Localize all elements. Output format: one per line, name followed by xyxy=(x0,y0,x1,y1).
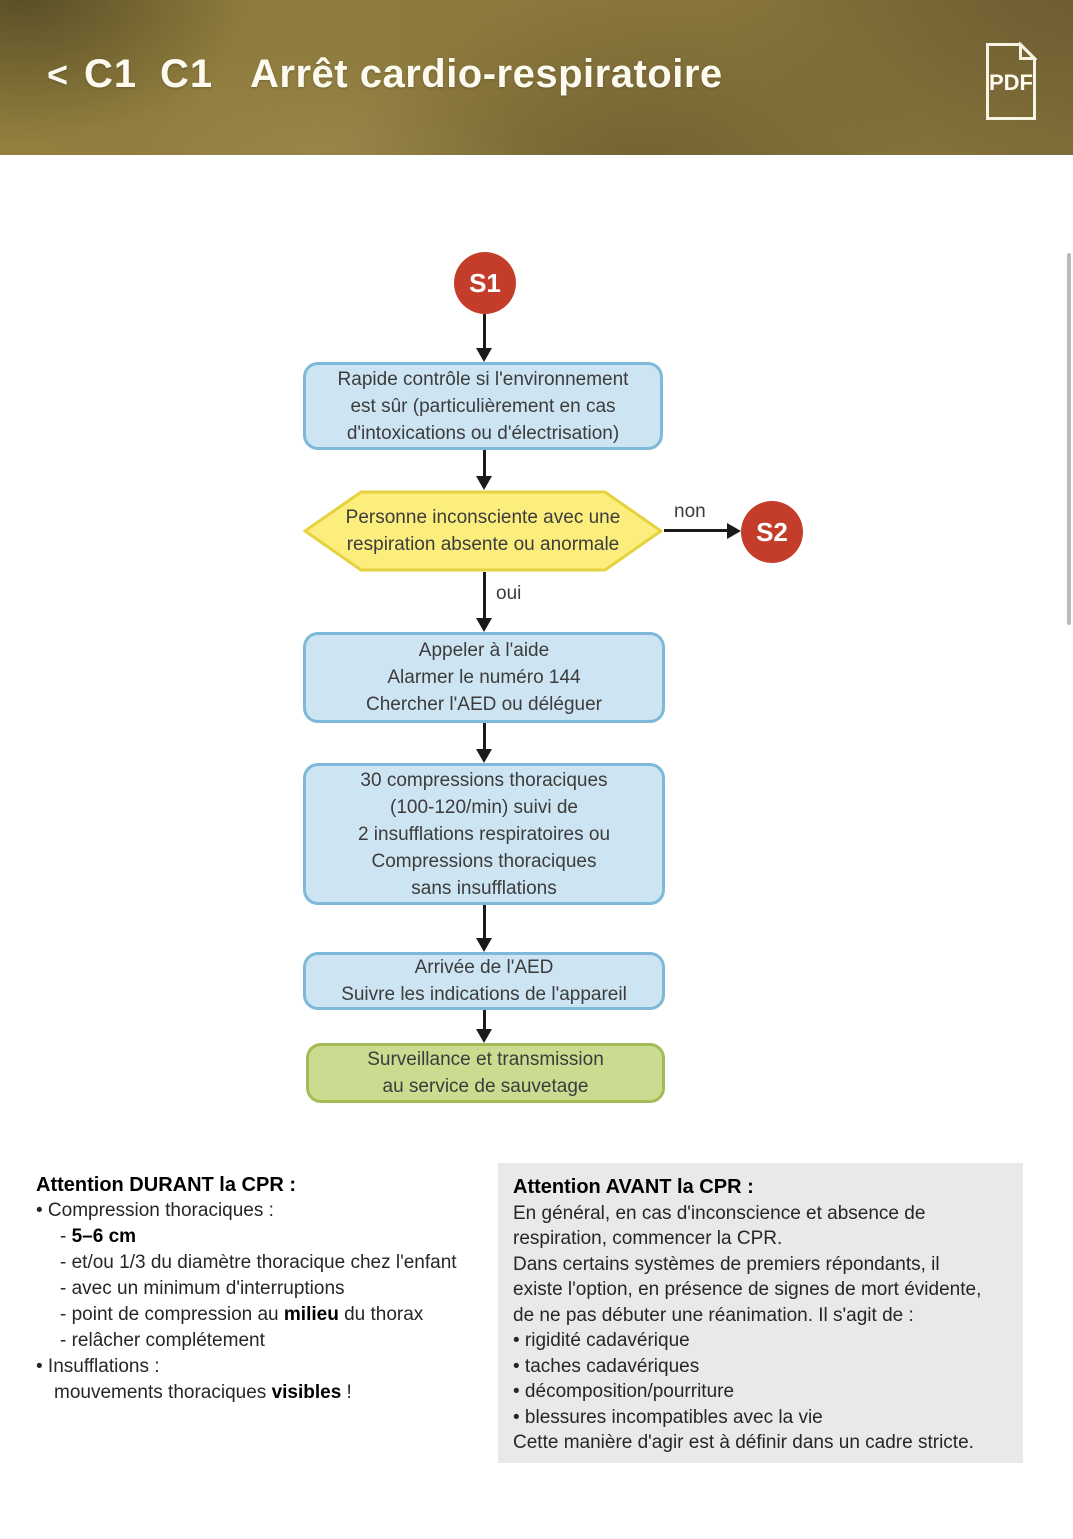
alt-badge-s2: S2 xyxy=(741,501,803,563)
pdf-download-icon[interactable] xyxy=(985,42,1037,121)
note-line: respiration, commencer la CPR. xyxy=(513,1228,783,1249)
flow-arrow-line xyxy=(483,1010,486,1029)
note-line: En général, en cas d'inconscience et absence de xyxy=(513,1202,926,1224)
flow-arrow-head xyxy=(476,476,492,490)
flow-box-call-help xyxy=(303,632,665,723)
flow-box-aed-arrival xyxy=(303,952,665,1010)
note-text: - xyxy=(60,1226,72,1247)
note-line: - avec un minimum d'interruptions xyxy=(60,1278,345,1299)
start-badge-s1: S1 xyxy=(454,252,516,314)
note-bold-text: visibles xyxy=(271,1382,342,1403)
decision-text xyxy=(303,490,663,572)
branch-label-no: non xyxy=(674,501,706,522)
flow-box-line: Suivre les indications de l'appareil xyxy=(341,984,627,1005)
note-bold-text: 5–6 cm xyxy=(71,1226,137,1247)
note-text: ! xyxy=(341,1382,352,1403)
flow-arrow-head-yes xyxy=(476,618,492,632)
flow-box-line: Compressions thoraciques xyxy=(371,850,597,872)
flow-arrow-line xyxy=(483,905,486,938)
note-line xyxy=(36,1302,496,1328)
flow-arrow-head xyxy=(476,938,492,952)
note-line: • rigidité cadavérique xyxy=(513,1330,690,1351)
note-line: • Insufflations : xyxy=(36,1356,160,1377)
note-line xyxy=(36,1224,496,1250)
flow-arrow-head-no xyxy=(727,523,741,539)
flow-box-line: Rapide contrôle si l'environnement xyxy=(337,368,629,390)
note-line: de ne pas débuter une réanimation. Il s'agit de : xyxy=(513,1304,914,1326)
flow-arrow-line-yes xyxy=(483,572,486,618)
note-line: - et/ou 1/3 du diamètre thoracique chez l'enfant xyxy=(60,1252,457,1273)
notes-before-cpr-panel xyxy=(498,1163,1023,1463)
note-line: - relâcher complétement xyxy=(60,1330,265,1351)
flow-box-line: Personne inconsciente avec une xyxy=(345,507,621,528)
flow-arrow-head xyxy=(476,749,492,763)
flow-box-line: respiration absente ou anormale xyxy=(346,534,620,555)
flow-box-line: Chercher l'AED ou déléguer xyxy=(366,694,602,715)
breadcrumb-code[interactable]: C1 xyxy=(84,52,138,96)
notes-before-title: Attention AVANT la CPR : xyxy=(513,1176,754,1198)
page-code: C1 xyxy=(160,52,214,96)
note-text: - point de compression au xyxy=(60,1304,284,1325)
flow-arrow-line xyxy=(483,723,486,749)
flow-box-line: 2 insufflations respiratoires ou xyxy=(357,823,611,845)
scrollbar-thumb[interactable] xyxy=(1067,253,1071,625)
header-bar xyxy=(0,0,1073,155)
notes-during-title: Attention DURANT la CPR : xyxy=(36,1174,296,1196)
note-line: Cette manière d'agir est à définir dans un cadre stricte. xyxy=(513,1432,974,1453)
note-line xyxy=(36,1380,496,1406)
flow-decision-unconscious xyxy=(303,490,663,572)
note-text: du thorax xyxy=(338,1304,424,1325)
note-line: • Compression thoraciques : xyxy=(36,1200,274,1221)
flow-arrow-line xyxy=(483,314,486,348)
flow-box-line: d'intoxications ou d'électrisation) xyxy=(346,422,620,444)
note-bold-text: milieu xyxy=(283,1304,339,1325)
flow-box-line: Surveillance et transmission xyxy=(367,1049,604,1070)
flow-box-line: est sûr (particulièrement en cas xyxy=(350,395,616,417)
note-text: mouvements thoraciques xyxy=(54,1382,272,1403)
note-line: • blessures incompatibles avec la vie xyxy=(513,1406,823,1428)
note-line: • décomposition/pourriture xyxy=(513,1381,735,1402)
header-titlebar xyxy=(0,52,1073,112)
flow-box-line: au service de sauvetage xyxy=(382,1076,589,1097)
flow-box-line: Appeler à l'aide xyxy=(418,640,550,661)
branch-label-yes: oui xyxy=(496,583,522,604)
flow-box-line: 30 compressions thoraciques xyxy=(360,769,608,791)
pdf-label: PDF xyxy=(989,70,1033,95)
flow-box-environment-check xyxy=(303,362,663,450)
flow-box-line: sans insufflations xyxy=(411,877,557,899)
flow-arrow-line-no xyxy=(664,529,727,532)
back-chevron-icon[interactable]: < xyxy=(47,54,70,95)
flow-arrow-head xyxy=(476,1029,492,1043)
flow-arrow-line xyxy=(483,450,486,476)
flow-box-surveillance xyxy=(306,1043,665,1103)
notes-during-cpr xyxy=(36,1172,496,1406)
note-line: • taches cadavériques xyxy=(513,1355,700,1377)
flow-box-line: Arrivée de l'AED xyxy=(414,957,554,978)
page-title: Arrêt cardio-respiratoire xyxy=(250,52,723,96)
flow-box-compressions xyxy=(303,763,665,905)
flow-box-line: Alarmer le numéro 144 xyxy=(387,667,581,688)
flow-arrow-head xyxy=(476,348,492,362)
flow-box-line: (100-120/min) suivi de xyxy=(390,796,578,818)
note-line: existe l'option, en présence de signes de mort évidente, xyxy=(513,1279,982,1300)
note-line: Dans certains systèmes de premiers répondants, il xyxy=(513,1253,940,1275)
